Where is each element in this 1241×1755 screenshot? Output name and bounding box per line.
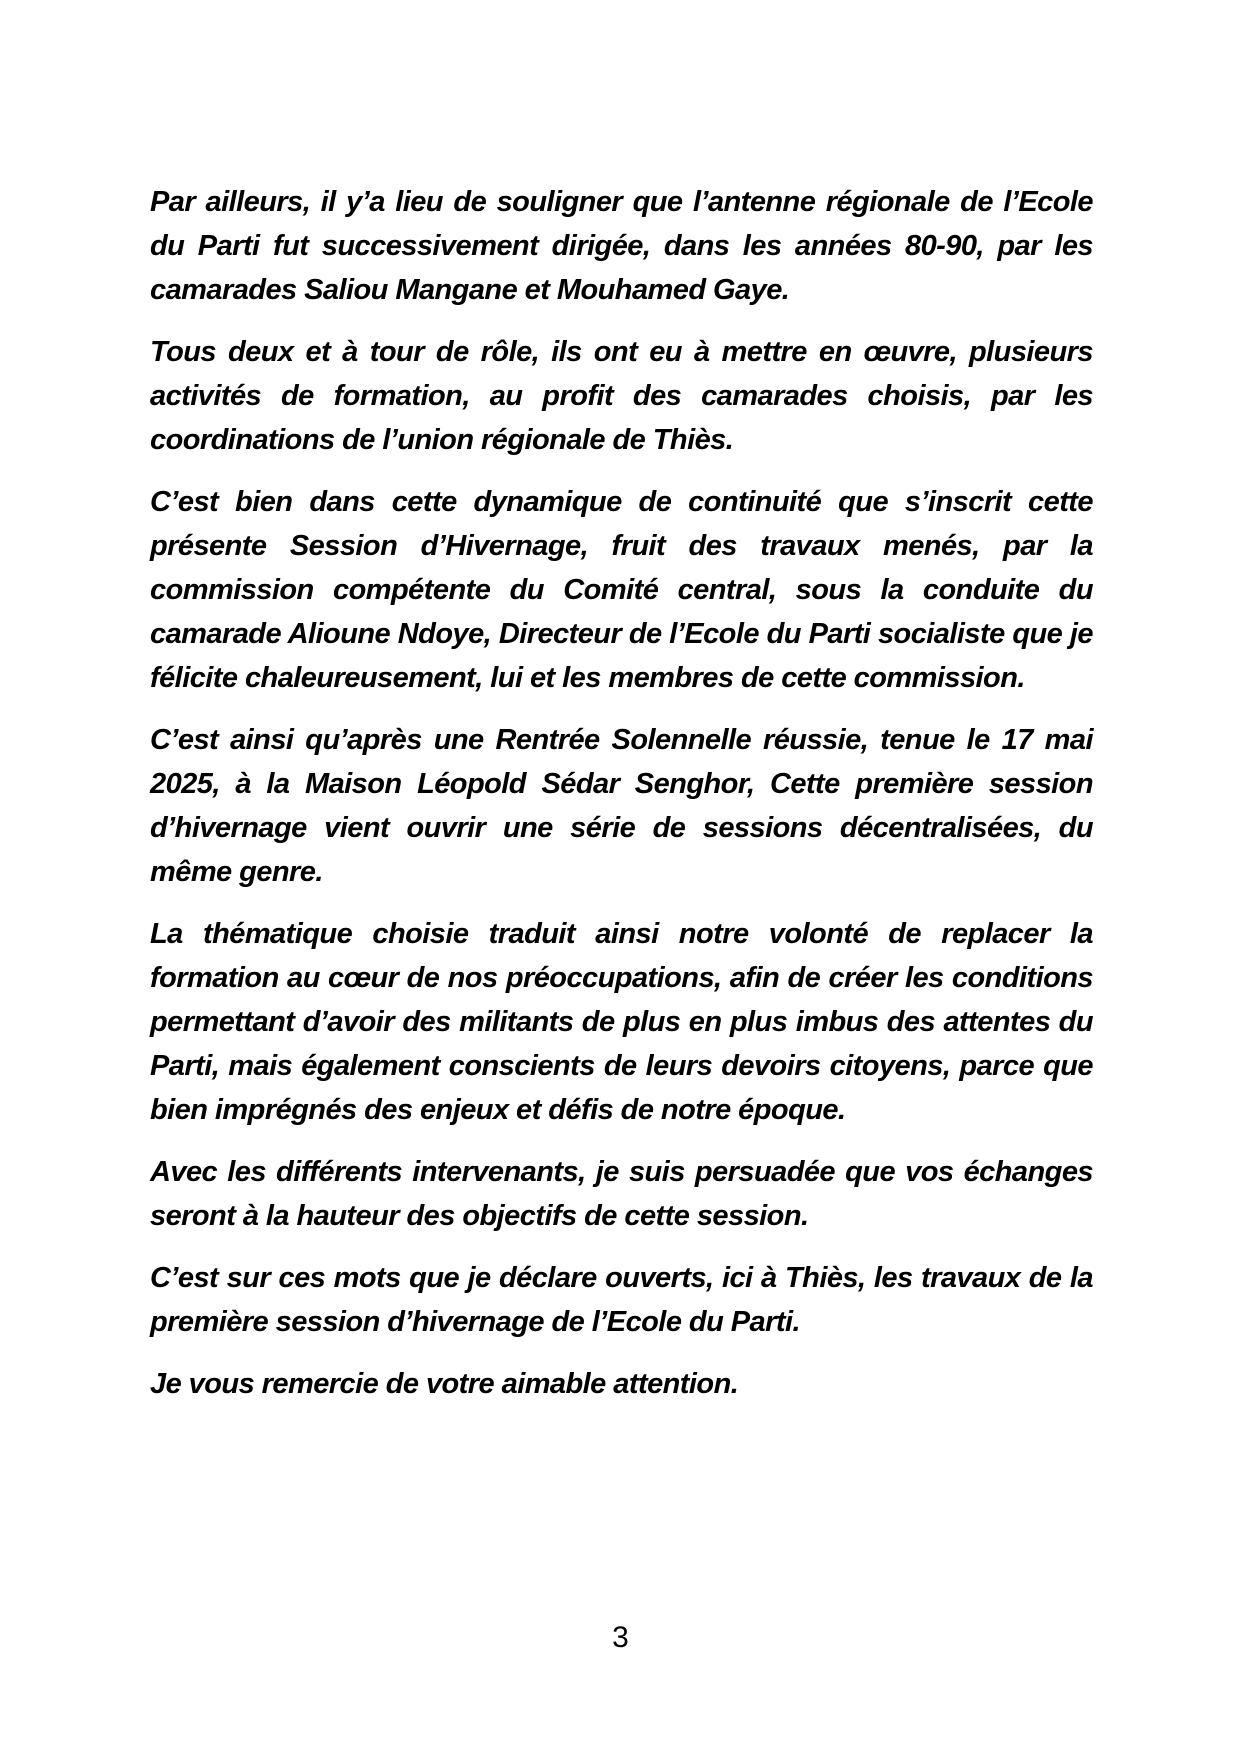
paragraph-4: C’est ainsi qu’après une Rentrée Solennelle réussie, tenue le 17 mai 2025, à la Maison Léopold Sédar Senghor, Cette première session d’hivernage vient ouvrir une série de sessions décentralisées, du même genre. (150, 724, 1093, 888)
paragraph-1: Par ailleurs, il y’a lieu de souligner que l’antenne régionale de l’Ecole du Parti fut successivement dirigée, dans les années 80-90, par les camarades Saliou Mangane et Mouhamed Gaye. (150, 186, 1093, 306)
page-number: 3 (612, 1621, 629, 1654)
paragraph-5: La thématique choisie traduit ainsi notre volonté de replacer la formation au cœur de nos préoccupations, afin de créer les conditions permettant d’avoir des militants de plus en plus imbus des attentes du Parti, mais également conscients de leurs devoirs citoyens, parce que bien imprégnés des enjeux et défis de notre époque. (150, 918, 1093, 1126)
page-body-text (150, 180, 1093, 1424)
paragraph-7: C’est sur ces mots que je déclare ouverts, ici à Thiès, les travaux de la première session d’hivernage de l’Ecole du Parti. (150, 1262, 1093, 1338)
paragraph-6: Avec les différents intervenants, je suis persuadée que vos échanges seront à la hauteur des objectifs de cette session. (150, 1156, 1093, 1232)
paragraph-3: C’est bien dans cette dynamique de continuité que s’inscrit cette présente Session d’Hivernage, fruit des travaux menés, par la commission compétente du Comité central, sous la conduite du camarade Alioune Ndoye, Directeur de l’Ecole du Parti socialiste que je félicite chaleureusement, lui et les membres de cette commission. (150, 486, 1093, 694)
paragraph-8: Je vous remercie de votre aimable attention. (150, 1368, 739, 1400)
paragraph-2: Tous deux et à tour de rôle, ils ont eu à mettre en œuvre, plusieurs activités de formation, au profit des camarades choisis, par les coordinations de l’union régionale de Thiès. (150, 336, 1093, 456)
